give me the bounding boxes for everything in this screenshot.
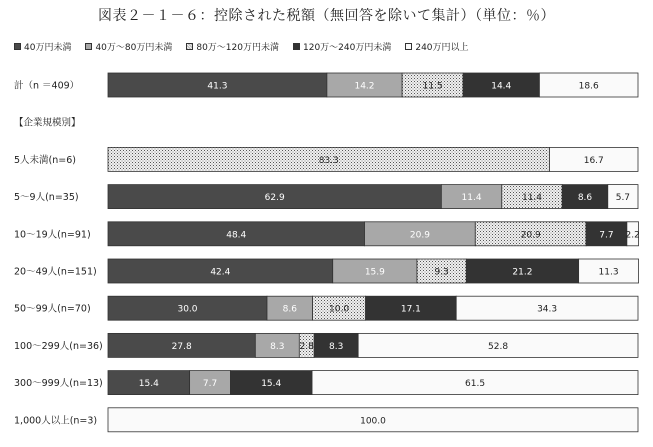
category-label: 10～19人(n=91) bbox=[14, 229, 91, 241]
legend-swatch bbox=[405, 43, 412, 50]
data-label: 2.2 bbox=[625, 230, 640, 241]
data-label: 20.9 bbox=[409, 230, 430, 241]
data-label: 10.0 bbox=[329, 304, 350, 315]
legend-item bbox=[85, 40, 172, 53]
data-label: 7.7 bbox=[599, 230, 614, 241]
data-label: 42.4 bbox=[210, 267, 231, 278]
data-label: 9.3 bbox=[434, 267, 449, 278]
category-label: 100～299人(n=36) bbox=[14, 340, 103, 352]
data-label: 61.5 bbox=[465, 379, 486, 390]
data-label: 34.3 bbox=[537, 304, 558, 315]
legend-label: 40万～80万円未満 bbox=[95, 42, 173, 53]
legend-swatch bbox=[85, 43, 92, 50]
data-label: 83.3 bbox=[318, 155, 339, 166]
data-label: 27.8 bbox=[171, 341, 192, 352]
data-label: 11.3 bbox=[598, 267, 619, 278]
data-label: 7.7 bbox=[202, 379, 218, 390]
category-label: 20～49人(n=151) bbox=[14, 266, 97, 278]
category-label: 5～9人(n=35) bbox=[14, 192, 79, 204]
data-label: 2.8 bbox=[299, 341, 314, 352]
data-label: 48.4 bbox=[226, 230, 247, 241]
category-label: 1,000人以上(n=3) bbox=[14, 415, 98, 427]
chart-title: 図表２－１－６：控除された税額（無回答を除いて集計）（単位：％） bbox=[98, 8, 555, 24]
data-label: 21.2 bbox=[512, 267, 533, 278]
data-label: 52.8 bbox=[488, 341, 509, 352]
legend-label: 40万円未満 bbox=[24, 42, 72, 53]
legend-swatch bbox=[186, 43, 193, 50]
data-label: 14.2 bbox=[354, 81, 375, 92]
legend-item bbox=[14, 40, 71, 53]
legend-label: 120万～240万円未満 bbox=[303, 42, 392, 53]
data-label: 100.0 bbox=[360, 416, 386, 427]
data-label: 8.6 bbox=[282, 304, 297, 315]
data-label: 8.3 bbox=[270, 341, 285, 352]
legend-swatch bbox=[293, 43, 300, 50]
data-label: 15.4 bbox=[261, 379, 282, 390]
legend-item bbox=[186, 40, 279, 53]
data-label: 5.7 bbox=[615, 193, 631, 204]
data-label: 8.3 bbox=[329, 341, 344, 352]
data-label: 62.9 bbox=[264, 193, 285, 204]
stacked-bar-chart bbox=[0, 60, 653, 447]
data-label: 16.7 bbox=[583, 155, 604, 166]
data-label: 15.4 bbox=[138, 379, 159, 390]
category-label: 5人未満(n=6) bbox=[14, 154, 76, 166]
data-label: 18.6 bbox=[578, 81, 599, 92]
data-label: 11.4 bbox=[521, 193, 543, 204]
legend-swatch bbox=[14, 43, 21, 50]
data-label: 15.9 bbox=[364, 267, 385, 278]
category-label: 300～999人(n=13) bbox=[14, 378, 103, 390]
legend-label: 80万～120万円未満 bbox=[196, 42, 279, 53]
legend-item bbox=[405, 40, 468, 53]
category-label: 50～99人(n=70) bbox=[14, 303, 91, 315]
category-label: 【企業規模別】 bbox=[14, 117, 81, 129]
data-label: 11.5 bbox=[422, 81, 443, 92]
category-label: 計（n ＝409） bbox=[14, 80, 80, 92]
data-label: 20.9 bbox=[520, 230, 541, 241]
data-label: 14.4 bbox=[491, 81, 512, 92]
legend bbox=[14, 38, 469, 54]
data-label: 8.6 bbox=[577, 193, 593, 204]
legend-item bbox=[293, 40, 391, 53]
data-label: 11.4 bbox=[461, 193, 482, 204]
legend-label: 240万円以上 bbox=[415, 42, 469, 53]
data-label: 17.1 bbox=[400, 304, 421, 315]
data-label: 30.0 bbox=[177, 304, 198, 315]
data-label: 41.3 bbox=[207, 81, 228, 92]
